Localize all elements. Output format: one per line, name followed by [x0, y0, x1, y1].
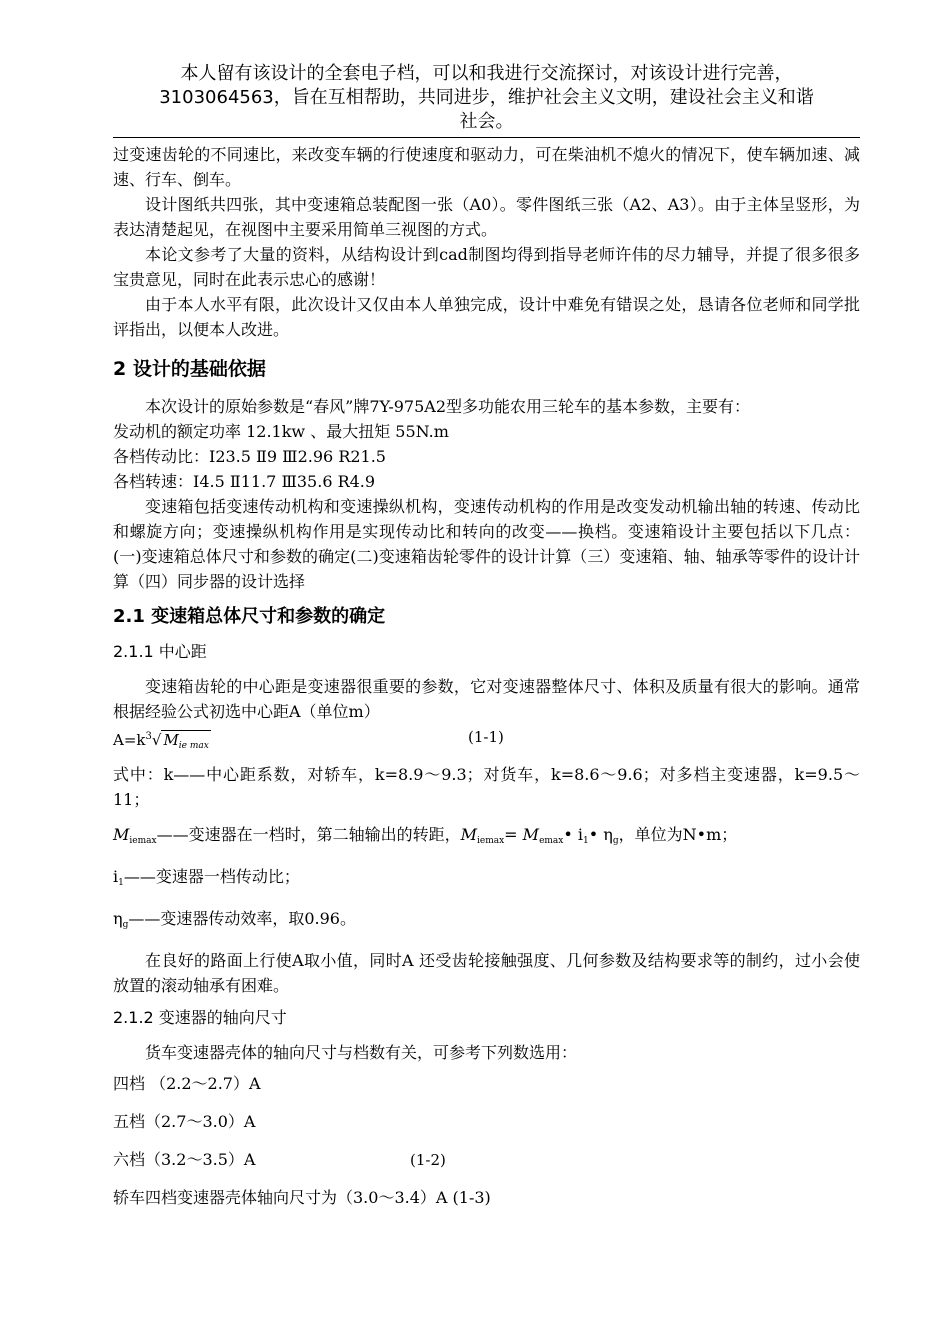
formula-number: (1-2) [410, 1151, 446, 1169]
section-2-paragraph-1: 本次设计的原始参数是“春风”牌7Y-975A2型多功能农用三轮车的基本参数，主要有： [145, 397, 751, 416]
intro-paragraph-4: 由于本人水平有限，此次设计又仅由本人单独完成，设计中难免有错误之处，恳请各位老师和同学批评指出，以便本人改进。 [113, 295, 860, 339]
intro-paragraph-1: 过变速齿轮的不同速比，来改变车辆的行使速度和驱动力，可在柴油机不熄火的情况下，使车辆加速、减速、行车、倒车。 [113, 145, 860, 189]
header-rule [113, 137, 860, 138]
gear-speed-line: 各档转速：Ⅰ4.5 Ⅱ11.7 Ⅲ35.6 R4.9 [113, 472, 376, 491]
section-2-1-heading: 2.1 变速箱总体尺寸和参数的确定 [113, 606, 386, 627]
section-2-1-2-heading: 2.1.2 变速器的轴向尺寸 [113, 1008, 287, 1027]
engine-params-line: 发动机的额定功率 12.1kw 、最大扭矩 55N.m [113, 422, 449, 441]
document-page [113, 62, 860, 1217]
center-distance-paragraph: 变速箱齿轮的中心距是变速器很重要的参数，它对变速器整体尺寸、体积及质量有很大的影响。通常根据经验公式初选中心距A（单位m） [113, 677, 860, 721]
formula-radicand: $M_{ie max}$ [163, 731, 209, 751]
section-2-paragraph-2: 变速箱包括变速传动机构和变速操纵机构，变速传动机构的作用是改变发动机输出轴的转速、传动比和螺旋方向；变速操纵机构作用是实现传动比和转向的改变——换档。变速箱设计主要包括以下几点：(一)变速箱总体尺寸和参数的确定(二)变速箱齿轮零件的设计计算（三）变速箱、轴、轴承等零件的设计计算（四）同步器的设计选择 [113, 497, 860, 591]
header-line-1: 本人留有该设计的全套电子档，可以和我进行交流探讨，对该设计进行完善， [180, 63, 793, 84]
gear-ratio-line: 各档传动比：Ⅰ23.5 Ⅱ9 Ⅲ2.96 R21.5 [113, 447, 386, 466]
axial-size-paragraph: 货车变速器壳体的轴向尺寸与档数有关，可参考下列数选用： [145, 1043, 578, 1062]
section-2-1-1-heading: 2.1.1 中心距 [113, 642, 207, 661]
axial-row-six-speed: 六档（3.2～3.5）A (1-2) [113, 1141, 860, 1179]
header-line-2: 3103064563，旨在互相帮助，共同进步，维护社会主义文明，建设社会主义和谐 [159, 87, 814, 108]
formula-number: (1-1) [468, 728, 504, 746]
axial-row-car: 轿车四档变速器壳体轴向尺寸为（3.0～3.4）A (1-3) [113, 1188, 491, 1207]
formula-expression: $A=k^3√$ $M_{ie max}$ [113, 731, 209, 751]
formula-1-1 [113, 724, 860, 752]
torque-definition: $M_{iemax}——$变速器在一档时，第二轴输出的转距，$M_{iemax}=$ $M_{emax}•$ $i_1•$ $\eta_g$，单位为N•m； [113, 825, 738, 846]
intro-paragraph-3: 本论文参考了大量的资料，从结构设计到cad制图均得到指导老师许伟的尽力辅导，并提了很多很多宝贵意见，同时在此表示忠心的感谢！ [113, 245, 860, 289]
center-distance-note: 在良好的路面上行使A取小值，同时A 还受齿轮接触强度、几何参数及结构要求等的制约，过小会使放置的滚动轴承有困难。 [113, 951, 860, 995]
ratio-definition: $i_1——$变速器一档传动比； [113, 867, 300, 888]
section-2-heading: 2 设计的基础依据 [113, 358, 266, 380]
axial-row-five-speed: 五档（2.7～3.0）A [113, 1112, 256, 1131]
intro-paragraph-2: 设计图纸共四张，其中变速箱总装配图一张（A0）。零件图纸三张（A2、A3）。由于主体呈竖形，为表达清楚起见，在视图中主要采用简单三视图的方式。 [113, 195, 860, 239]
efficiency-definition: $\eta_g——$变速器传动效率，取0.96。 [113, 909, 356, 930]
k-definition: 式中：k——中心距系数，对轿车，k=8.9～9.3；对货车，k=8.6～9.6；对多档主变速器，k=9.5～11； [113, 765, 860, 809]
header-line-3: 社会。 [459, 111, 514, 132]
axial-row-four-speed: 四档 （2.2～2.7）A [113, 1074, 261, 1093]
page-header [113, 62, 860, 134]
